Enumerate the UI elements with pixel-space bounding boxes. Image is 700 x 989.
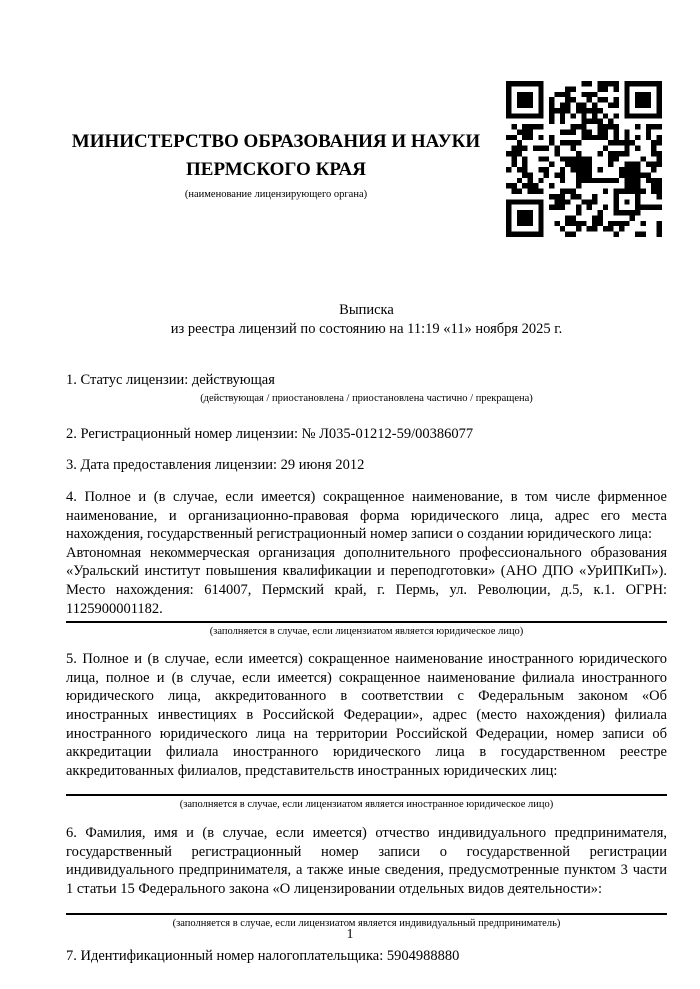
qr-code-icon xyxy=(506,81,662,237)
page-number: 1 xyxy=(346,926,354,941)
item-7-taxpayer-number: 7. Идентификационный номер налогоплательщика: 5904988880 xyxy=(66,947,460,964)
item-2-registration-number: 2. Регистрационный номер лицензии: № Л035-01212-59/00386077 xyxy=(66,425,474,442)
item-5-blank-fill-line xyxy=(66,794,667,796)
item-6-entrepreneur-label: 6. Фамилия, имя и (в случае, если имеется) отчество индивидуального предпринимателя, государственный регистрационный номер записи о государственной регистрации индивидуального предпринимателя, а также иные сведения, предусмотренные пунктом 3 части 1 статьи 15 Федерального закона «О лицензировании отдельных видов деятельности»: xyxy=(66,825,667,898)
extract-title-block xyxy=(66,301,667,338)
document-body xyxy=(66,301,667,965)
item-4-legal-entity-caption: (заполняется в случае, если лицензиатом является юридическое лицо) xyxy=(209,626,524,638)
item-5-foreign-entity-label: 5. Полное и (в случае, если имеется) сокращенное наименование иностранного юридического лица, полное и (в случае, если имеется) сокращенное наименование филиала иностранного юридического лица, аккредитованного в соответствии с Федеральным законом «Об иностранных инвестициях в Российской Федерации», адрес (место нахождения) филиала иностранного юридического лица на территории Российской Федерации, номер записи об аккредитации филиала иностранного юридического лица в государственном реестре аккредитованных филиалов, представительств иностранных юридических лиц: xyxy=(66,651,667,779)
extract-subtitle: из реестра лицензий по состоянию на 11:19 «11» ноября 2025 г. xyxy=(170,320,563,337)
item-6-blank-fill-line xyxy=(66,913,667,915)
ministry-name-line2: ПЕРМСКОГО КРАЯ xyxy=(186,159,366,180)
item-6-entrepreneur-caption: (заполняется в случае, если лицензиатом является индивидуальный предприниматель) xyxy=(172,917,561,929)
item-4-legal-entity-value: Автономная некоммерческая организация дополнительного профессионального образования «Уральский институт повышения квалификации и переподготовки» (АНО ДПО «УрИПКиП»). Место нахождения: 614007, Пермский край, г. Пермь, ул. Революции, д.5, к.1. ОГРН: 1125900001182. xyxy=(66,544,667,623)
qr-code-image xyxy=(506,81,662,237)
licensing-authority-header xyxy=(66,128,486,201)
item-5-foreign-entity-caption: (заполняется в случае, если лицензиатом является иностранное юридическое лицо) xyxy=(179,799,554,811)
extract-title: Выписка xyxy=(339,302,394,318)
item-4-legal-entity-label: 4. Полное и (в случае, если имеется) сокращенное наименование, в том числе фирменное наименование, и организационно-правовая форма юридического лица, адрес его места нахождения, государственный регистрационный номер записи о создании юридического лица: xyxy=(66,488,667,543)
item-1-license-status: 1. Статус лицензии: действующая xyxy=(66,372,275,389)
ministry-name-line1: МИНИСТЕРСТВО ОБРАЗОВАНИЯ И НАУКИ xyxy=(71,131,481,152)
item-3-license-grant-date: 3. Дата предоставления лицензии: 29 июня 2012 xyxy=(66,457,365,474)
item-1-status-options-caption: (действующая / приостановлена / приостановлена частично / прекращена) xyxy=(200,392,533,404)
licensing-authority-caption: (наименование лицензирующего органа) xyxy=(184,189,368,200)
